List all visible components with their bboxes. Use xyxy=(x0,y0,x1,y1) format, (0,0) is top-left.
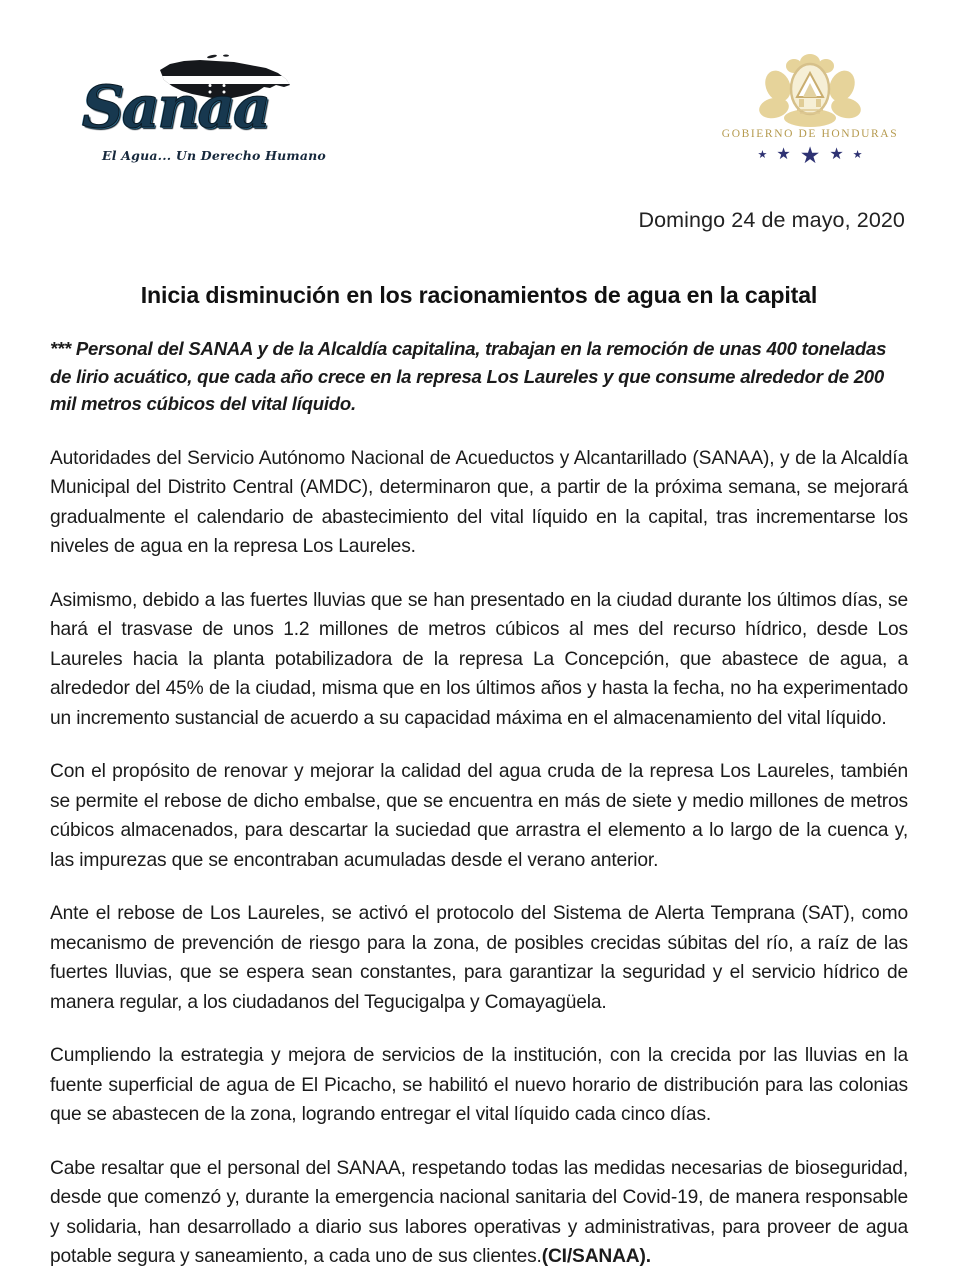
article-source-credit: (CI/SANAA). xyxy=(541,1246,651,1267)
article-body xyxy=(50,282,908,1272)
article-paragraph: Con el propósito de renovar y mejorar la calidad del agua cruda de la represa Los Laureles, también se permite el rebose de dicho embalse, que se encuentra en más de siete y medio millones de metros cúbicos almacenados, para descartar la suciedad que arrastra el elemento a lo largo de la cuenca y, las impurezas que se encontraban acumuladas desde el verano anterior. xyxy=(50,761,908,871)
star-icon: ★ xyxy=(852,148,863,161)
article-lead: *** Personal del SANAA y de la Alcaldía capitalina, trabajan en la remoción de unas 400 toneladas de lirio acuático, que cada año crece en la represa Los Laureles y que consume alrededor de 200 mil metros cúbicos del vital líquido. xyxy=(50,338,887,414)
star-icon: ★ xyxy=(799,141,821,168)
star-icon: ★ xyxy=(829,146,844,163)
sanaa-wordmark: Sanaa xyxy=(82,73,269,141)
sanaa-logo xyxy=(82,52,326,174)
publication-date: Domingo 24 de mayo, 2020 xyxy=(638,208,905,232)
gobierno-de-honduras-logo xyxy=(712,52,908,172)
article-paragraph: Ante el rebose de Los Laureles, se activó el protocolo del Sistema de Alerta Temprana (SAT), como mecanismo de prevención de riesgo para la zona, de posibles crecidas súbitas del río, a raíz de las fuertes lluvias, que se espera sean constantes, para garantizar la seguridad y el servicio hídrico de manera regular, a los ciudadanos del Tegucigalpa y Comayagüela. xyxy=(50,903,908,1013)
article-paragraph: Asimismo, debido a las fuertes lluvias que se han presentado en la ciudad durante los últimos días, se hará el trasvase de unos 1.2 millones de metros cúbicos al mes del recurso hídrico, desde Los Laureles hacia la planta potabilizadora de la represa La Concepción, que abastece de agua, a alrededor del 45% de la ciudad, misma que en los últimos años y hasta la fecha, no ha experimentado un incremento sustancial de acuerdo a su capacidad máxima en el almacenamiento del vital líquido. xyxy=(50,589,908,729)
star-icon: ★ xyxy=(757,148,768,161)
star-icon: ★ xyxy=(776,146,791,163)
document-header xyxy=(0,0,962,185)
article-closing-paragraph xyxy=(50,1154,908,1272)
honduras-stars xyxy=(712,141,908,168)
gobierno-de-honduras-label: GOBIERNO DE HONDURAS xyxy=(721,128,899,140)
article-paragraph: Cumpliendo la estrategia y mejora de servicios de la institución, con la crecida por las lluvias en la fuente superficial de agua de El Picacho, se habilitó el nuevo horario de distribución para las colonias que se abastecen de la zona, logrando entregar el vital líquido cada cinco días. xyxy=(50,1045,908,1125)
honduras-coat-of-arms-icon xyxy=(712,52,908,130)
page-title: Inicia disminución en los racionamientos de agua en la capital xyxy=(140,282,818,308)
article-paragraph: Autoridades del Servicio Autónomo Nacional de Acueductos y Alcantarillado (SANAA), y de la Alcaldía Municipal del Distrito Central (AMDC), determinaron que, a partir de la próxima semana, se mejorará gradualmente el calendario de abastecimiento del vital líquido en la capital, tras incrementarse los niveles de agua en la represa Los Laureles. xyxy=(50,447,908,557)
sanaa-tagline: El Agua... Un Derecho Humano xyxy=(102,148,326,163)
closing-text: Cabe resaltar que el personal del SANAA, respetando todas las medidas necesarias de bioseguridad, desde que comenzó y, durante la emergencia nacional sanitaria del Covid-19, de manera responsable y solidaria, han desarrollado a diario sus labores operativas y administrativas, para proveer de agua potable segura y saneamiento, a cada uno de sus clientes. xyxy=(50,1157,908,1267)
